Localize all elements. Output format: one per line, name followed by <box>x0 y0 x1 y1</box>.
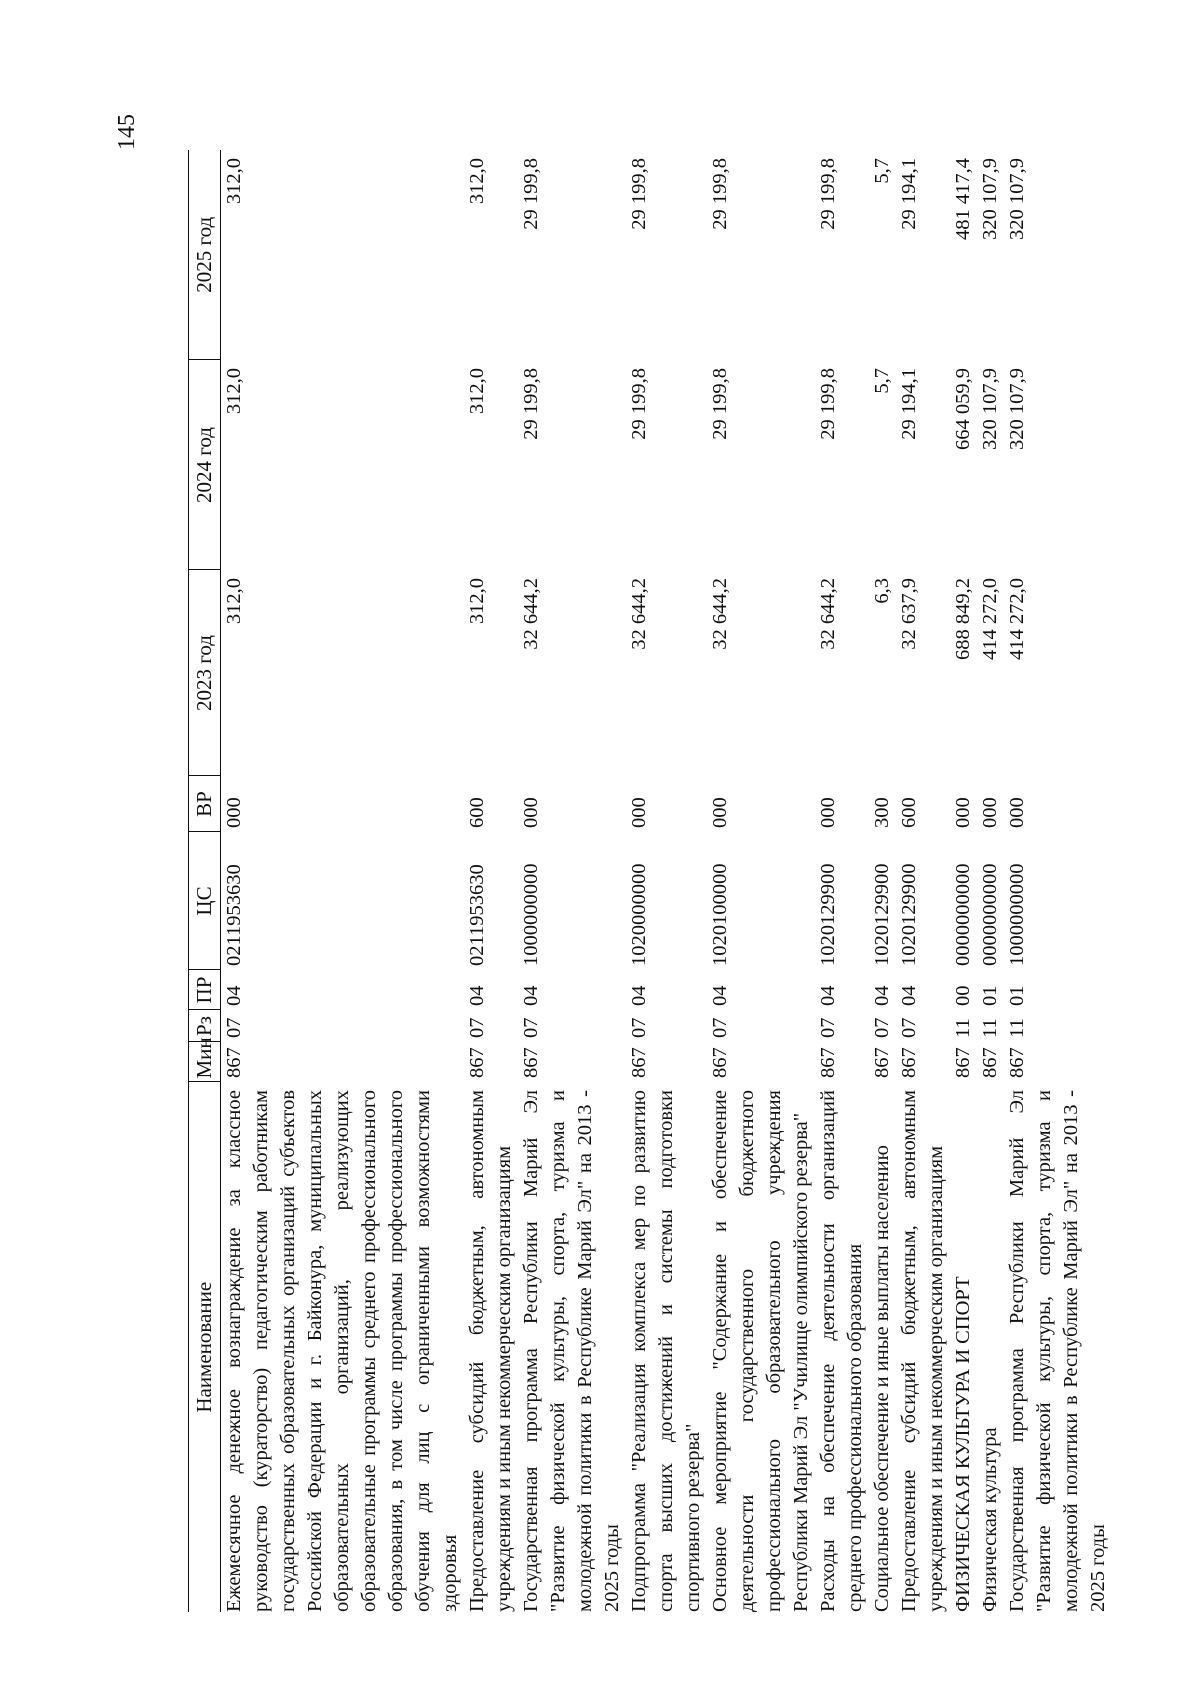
table-row <box>707 150 815 1612</box>
row-vr: 600 <box>898 797 920 828</box>
row-rz: 07 <box>466 1017 488 1038</box>
table-row <box>464 150 518 1612</box>
row-2024: 29 199,8 <box>709 368 731 440</box>
row-pr: 04 <box>817 985 839 1006</box>
header-2023: 2023 год <box>189 570 221 776</box>
row-min: 867 <box>871 1047 893 1078</box>
table-row <box>518 150 626 1612</box>
row-cs: 0211953630 <box>466 864 488 966</box>
row-rz: 11 <box>952 1018 974 1038</box>
table-row <box>950 150 977 1612</box>
row-rz: 07 <box>898 1017 920 1038</box>
row-cs: 0000000000 <box>979 863 1001 966</box>
row-cs: 1020100000 <box>709 863 731 966</box>
row-2025: 29 199,8 <box>709 158 731 230</box>
row-2025: 320 107,9 <box>979 158 1001 240</box>
row-vr: 000 <box>952 797 974 828</box>
table-row <box>896 150 950 1612</box>
row-vr: 000 <box>223 797 245 828</box>
row-pr: 04 <box>520 985 542 1006</box>
row-rz: 11 <box>979 1018 1001 1038</box>
row-pr: 04 <box>898 985 920 1006</box>
row-rz: 07 <box>709 1017 731 1038</box>
row-cs: 1020129900 <box>871 863 893 966</box>
row-cs: 0000000000 <box>952 863 974 966</box>
page-number: 145 <box>114 114 140 150</box>
row-pr: 01 <box>1006 985 1028 1006</box>
budget-table <box>188 150 1112 1612</box>
header-vr: ВР <box>189 776 221 832</box>
row-name: Государственная программа Республики Марий Эл "Развитие физической культуры, спорта, туризма и молодежной политики в Республике Марий Эл" на 2013 - 2025 годы <box>520 1090 623 1612</box>
row-min: 867 <box>1006 1047 1028 1078</box>
row-name: Социальное обеспечение и иные выплаты населению <box>871 1145 893 1612</box>
row-cs: 1020129900 <box>898 863 920 966</box>
row-min: 867 <box>628 1047 650 1078</box>
row-2023: 312,0 <box>466 578 488 625</box>
row-min: 867 <box>817 1047 839 1078</box>
row-2024: 29 199,8 <box>628 368 650 440</box>
row-vr: 000 <box>628 797 650 828</box>
row-2023: 32 644,2 <box>709 578 731 650</box>
row-cs: 1020129900 <box>817 863 839 966</box>
header-2025: 2025 год <box>189 150 221 360</box>
row-vr: 000 <box>979 797 1001 828</box>
row-rz: 07 <box>223 1017 245 1038</box>
row-pr: 04 <box>628 985 650 1006</box>
row-min: 867 <box>952 1047 974 1078</box>
row-cs: 1000000000 <box>520 863 542 966</box>
row-name: Расходы на обеспечение деятельности организаций среднего профессионального образования <box>817 1090 866 1612</box>
row-2024: 320 107,9 <box>1006 368 1028 450</box>
row-pr: 04 <box>871 985 893 1006</box>
row-min: 867 <box>979 1047 1001 1078</box>
row-rz: 07 <box>520 1017 542 1038</box>
row-name: Ежемесячное денежное вознаграждение за классное руководство (кураторство) педагогическим работникам государственных образовательных организаций субъектов Российской Федерации и г. Байконура, муниципальных образовательных организаций, реализующих образовательные программы среднего профессионального образования, в том числе программы профессионального обучения для лиц с ограниченными возможностями здоровья <box>223 1090 461 1612</box>
row-min: 867 <box>466 1047 488 1078</box>
row-name: Основное мероприятие "Содержание и обеспечение деятельности государственного бюджетного профессионального образовательного учреждения Республики Марий Эл "Училище олимпийского резерва" <box>709 1090 812 1612</box>
row-min: 867 <box>898 1047 920 1078</box>
row-cs: 1020000000 <box>628 863 650 966</box>
row-2025: 29 199,8 <box>628 158 650 230</box>
row-min: 867 <box>223 1047 245 1078</box>
row-pr: 04 <box>466 985 488 1006</box>
row-2023: 32 644,2 <box>520 578 542 650</box>
row-rz: 07 <box>817 1017 839 1038</box>
header-pr: ПР <box>189 970 221 1010</box>
row-vr: 300 <box>871 797 893 828</box>
header-cs: ЦС <box>189 832 221 970</box>
row-2023: 414 272,0 <box>979 578 1001 660</box>
row-cs: 0211953630 <box>223 864 245 966</box>
row-vr: 000 <box>709 797 731 828</box>
row-vr: 600 <box>466 797 488 828</box>
header-2024: 2024 год <box>189 360 221 570</box>
row-2023: 312,0 <box>223 578 245 625</box>
header-name: Наименование <box>189 1082 221 1612</box>
row-rz: 11 <box>1006 1018 1028 1038</box>
row-name: Физическая культура <box>979 1427 1001 1612</box>
row-2023: 32 644,2 <box>817 578 839 650</box>
row-2025: 29 194,1 <box>898 158 920 230</box>
row-name: Предоставление субсидий бюджетным, автономным учреждениям и иным некоммерческим организациям <box>898 1090 947 1612</box>
row-2024: 29 199,8 <box>817 368 839 440</box>
row-name: Государственная программа Республики Марий Эл "Развитие физической культуры, спорта, туризма и молодежной политики в Республике Марий Эл" на 2013 - 2025 годы <box>1006 1090 1109 1612</box>
table-row <box>626 150 707 1612</box>
row-rz: 07 <box>628 1017 650 1038</box>
row-2023: 688 849,2 <box>952 578 974 660</box>
row-pr: 01 <box>979 985 1001 1006</box>
table-row <box>815 150 869 1612</box>
row-2024: 5,7 <box>871 368 893 394</box>
row-name: ФИЗИЧЕСКАЯ КУЛЬТУРА И СПОРТ <box>952 1276 974 1612</box>
row-2023: 32 644,2 <box>628 578 650 650</box>
table-row <box>1004 150 1112 1612</box>
row-vr: 000 <box>1006 797 1028 828</box>
row-vr: 000 <box>520 797 542 828</box>
row-2025: 481 417,4 <box>952 158 974 240</box>
row-min: 867 <box>709 1047 731 1078</box>
row-2024: 29 199,8 <box>520 368 542 440</box>
row-2024: 312,0 <box>466 368 488 415</box>
row-name: Предоставление субсидий бюджетным, автономным учреждениям и иным некоммерческим организациям <box>466 1090 515 1612</box>
table-body <box>221 150 1113 1612</box>
row-2024: 29 194,1 <box>898 368 920 440</box>
row-rz: 07 <box>871 1017 893 1038</box>
row-min: 867 <box>520 1047 542 1078</box>
row-2025: 29 199,8 <box>520 158 542 230</box>
row-2024: 664 059,9 <box>952 368 974 450</box>
table-row <box>221 150 465 1612</box>
row-name: Подпрограмма "Реализация комплекса мер по развитию спорта высших достижений и системы подготовки спортивного резерва" <box>628 1090 704 1612</box>
table-row <box>977 150 1004 1612</box>
row-2024: 320 107,9 <box>979 368 1001 450</box>
header-rz: Рз <box>189 1010 221 1042</box>
row-2023: 32 637,9 <box>898 578 920 650</box>
row-2024: 312,0 <box>223 368 245 415</box>
row-pr: 04 <box>223 985 245 1006</box>
row-pr: 00 <box>952 985 974 1006</box>
row-vr: 000 <box>817 797 839 828</box>
row-pr: 04 <box>709 985 731 1006</box>
table-row <box>869 150 896 1612</box>
row-2023: 414 272,0 <box>1006 578 1028 660</box>
row-cs: 1000000000 <box>1006 863 1028 966</box>
row-2025: 29 199,8 <box>817 158 839 230</box>
row-2023: 6,3 <box>871 578 893 604</box>
row-2025: 312,0 <box>223 158 245 205</box>
row-2025: 312,0 <box>466 158 488 205</box>
table-header-row <box>189 150 221 1612</box>
rotated-document <box>188 150 1112 1612</box>
row-2025: 5,7 <box>871 158 893 184</box>
row-2025: 320 107,9 <box>1006 158 1028 240</box>
header-min: Мин <box>189 1042 221 1082</box>
